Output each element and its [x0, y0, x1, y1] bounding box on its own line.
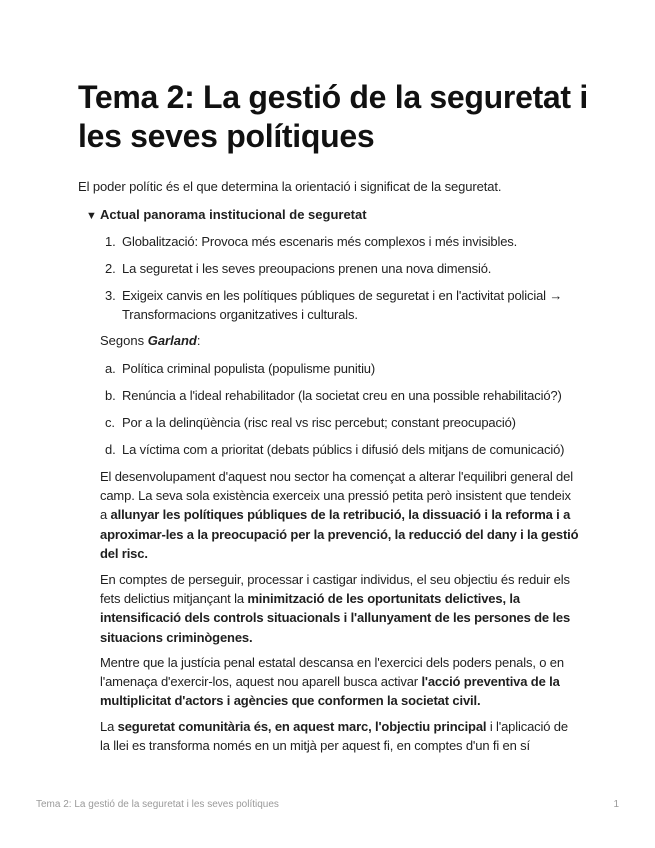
paragraph-bold-text: minimització de les oportunitats delictives, la intensificació dels controls situacionals i l'allunyament de les persones de les situacions criminògenes. — [100, 591, 571, 645]
list-marker: 2. — [105, 261, 116, 276]
paragraph-text: El desenvolupament d'aquest nou sector ha començat a alterar l'equilibri general del camp. La seva sola existència exerceix una pressió petita però insistent que tendeix a — [100, 469, 573, 523]
paragraph-seguretat-comunitaria — [100, 717, 580, 755]
segons-author: Garland — [147, 333, 197, 348]
list-item — [100, 232, 580, 251]
list-item — [100, 259, 580, 278]
paragraph-text: Mentre que la justícia penal estatal descansa en l'exercici dels poders penals, o en l'amenaça d'exercir-los, aquest nou aparell busca activar — [100, 655, 564, 690]
segons-prefix: Segons — [100, 333, 148, 348]
paragraph-bold-text: l'acció preventiva de la multiplicitat d'actors i agències que conformen la societat civil. — [100, 674, 560, 709]
page-title: Tema 2: La gestió de la seguretat i les seves polítiques — [78, 79, 588, 154]
lettered-list — [100, 359, 580, 467]
list-marker: d. — [105, 442, 116, 457]
list-item-text: Exigeix canvis en les polítiques públiques de seguretat i en l'activitat policial → Transformacions organitzatives i culturals. — [122, 288, 563, 322]
list-marker: c. — [105, 415, 115, 430]
paragraph-text: La — [100, 719, 118, 734]
numbered-list — [100, 232, 580, 332]
list-item-text: Renúncia a l'ideal rehabilitador (la societat creu en una possible rehabilitació?) — [122, 388, 562, 403]
list-item — [100, 386, 580, 405]
toggle-block-header[interactable] — [86, 206, 586, 225]
footer-title: Tema 2: La gestió de la seguretat i les seves polítiques — [36, 799, 279, 810]
list-marker: 1. — [105, 234, 116, 249]
paragraph-desenvolupament — [100, 467, 580, 563]
list-item — [100, 413, 580, 432]
list-marker: b. — [105, 388, 116, 403]
segons-line — [100, 332, 200, 350]
list-item — [100, 440, 580, 459]
list-item-text: Por a la delinqüència (risc real vs risc percebut; constant preocupació) — [122, 415, 516, 430]
list-item-text: La seguretat i les seves preoupacions prenen una nova dimensió. — [122, 261, 492, 276]
list-marker: a. — [105, 361, 116, 376]
paragraph-comptes — [100, 570, 580, 647]
list-item — [100, 286, 580, 324]
list-item-text: Política criminal populista (populisme punitiu) — [122, 361, 376, 376]
paragraph-bold-text: seguretat comunitària és, en aquest marc, l'objectiu principal — [117, 719, 487, 734]
page-footer — [36, 799, 619, 810]
segons-suffix: : — [196, 333, 201, 348]
list-item-text: Globalització: Provoca més escenaris més complexos i més invisibles. — [122, 234, 518, 249]
paragraph-text: i l'aplicació de la llei es transforma només en un mitjà per aquest fi, en comptes d'un fi en sí — [100, 719, 568, 754]
list-item-text: La víctima com a prioritat (debats públics i difusió dels mitjans de comunicació) — [122, 442, 565, 457]
paragraph-bold-text: allunyar les polítiques públiques de la retribució, la dissuació i la reforma i a aproximar-les a la preocupació per la prevenció, la reducció del dany i la gestió del risc. — [100, 507, 579, 561]
page-number: 1 — [613, 799, 619, 810]
paragraph-justicia — [100, 653, 580, 711]
paragraph-text: En comptes de perseguir, processar i castigar individus, el seu objectiu és reduir els fets delictius mitjançant la — [100, 572, 570, 607]
list-marker: 3. — [105, 288, 116, 303]
list-item — [100, 359, 580, 378]
triangle-down-icon[interactable]: ▼ — [86, 210, 97, 222]
toggle-label: Actual panorama institucional de seguretat — [100, 207, 367, 222]
intro-paragraph: El poder polític és el que determina la orientació i significat de la seguretat. — [78, 179, 502, 194]
